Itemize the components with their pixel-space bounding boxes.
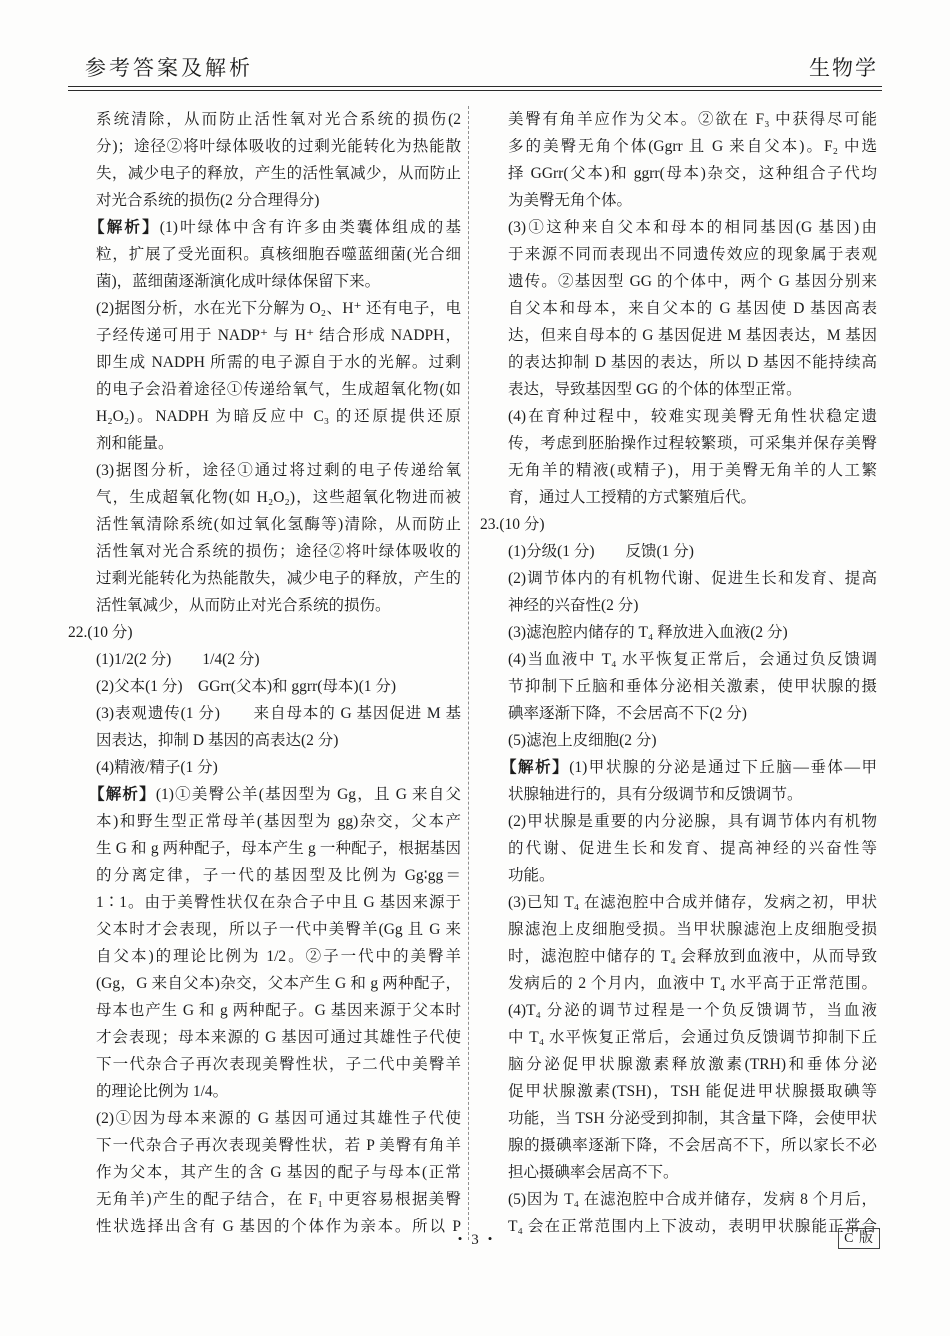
column-divider [468,106,469,1240]
text-line: 状腺轴进行的，具有分级调节和反馈调节。 [508,786,803,803]
text-line: 中 T₄ 水平恢复正常后，会通过负反馈调节抑制下丘 [508,1029,877,1046]
text-line: 腺的摄碘率逐渐下降，不会居高不下，所以家长不必 [508,1137,877,1154]
text-line: 无角羊)产生的配子结合，在 F₁ 中更容易根据美臀 [96,1191,461,1208]
edition-badge: C 版 [838,1228,880,1249]
text-line: 剂和能量。 [96,435,174,452]
text-line: 本)和野生型正常母羊(基因型为 gg)杂交，父本产 [96,813,461,830]
text-line: 子经传递可用于 NADP⁺ 与 H⁺ 结合形成 NADPH， [96,327,461,344]
text-line: 的电子会沿着途径①传递给氧气，生成超氧化物(如 [96,381,461,398]
text-line: 1∶1。由于美臀性状仅在杂合子中且 G 基因来源于 [96,894,461,911]
text-line: 【解析】(1)甲状腺的分泌是通过下丘脑—垂体—甲 [501,759,877,776]
text-line: 遗传。②基因型 GG 的个体中，两个 G 基因分别来 [508,273,877,290]
text-line: 达，但来自母本的 G 基因促进 M 基因表达，M 基因 [508,327,877,344]
text-line: (4)精液/精子(1 分) [96,759,218,776]
text-line: (3)已知 T₄ 在滤泡腔中合成并储存，发病之初，甲状 [508,894,877,911]
text-line: 的表达抑制 D 基因的表达，所以 D 基因不能持续高 [508,354,877,371]
text-line: 下一代杂合子再次表现美臀性状，子二代中美臀羊 [96,1056,461,1073]
text-line: 功能，当 TSH 分泌受到抑制，其含量下降，会使甲状 [508,1110,877,1127]
text-line: 粒，扩展了受光面积。真核细胞吞噬蓝细菌(光合细 [96,246,461,263]
text-line: (4)T₄ 分泌的调节过程是一个负反馈调节，当血液 [508,1002,877,1019]
text-line: 活性氧对光合系统的损伤；途径②将叶绿体吸收的 [96,543,461,560]
text-line: 脑分泌促甲状腺激素释放激素(TRH)和垂体分泌 [508,1056,877,1073]
text-line: (4)当血液中 T₄ 水平恢复正常后，会通过负反馈调 [508,651,877,668]
question-number-line: 22.(10 分) [68,624,133,641]
text-line: 母本也产生 G 和 g 两种配子。G 基因来源于父本时 [96,1002,461,1019]
text-line: 即生成 NADPH 所需的电子源自于水的光解。过剩 [96,354,461,371]
text-line: (1)分级(1 分) 反馈(1 分) [508,543,694,560]
text-line: 传，考虑到胚胎操作过程较繁琐，可采集并保存美臀 [508,435,877,452]
text-line: (3)滤泡腔内储存的 T₄ 释放进入血液(2 分) [508,624,788,641]
text-line: (3)表观遗传(1 分) 来自母本的 G 基因促进 M 基 [96,705,461,722]
text-line: 的分离定律，子一代的基因型及比例为 Gg∶gg＝ [96,867,461,884]
text-line: 对光合系统的损伤(2 分合理得分) [96,192,320,209]
text-line: 【解析】(1)①美臀公羊(基因型为 Gg，且 G 来自父 [89,786,461,803]
text-line: 时，滤泡腔中储存的 T₄ 会释放到血液中，从而导致 [508,948,877,965]
text-line: 功能。 [508,867,555,884]
text-line: 节抑制下丘脑和垂体分泌相关激素，使甲状腺的摄 [508,678,877,695]
text-line: 失，减少电子的释放，产生的活性氧减少，从而防止 [96,165,461,182]
text-line: (Gg，G 来自父本)杂交，父本产生 G 和 g 两种配子， [96,975,461,992]
solution-marker: 【解析】 [89,219,160,236]
text-line: 活性氧清除系统(如过氧化氢酶等)清除，从而防止 [96,516,461,533]
solution-marker: 【解析】 [501,759,570,776]
text-line: 促甲状腺激素(TSH)，TSH 能促进甲状腺摄取碘等 [508,1083,877,1100]
text-line: (4)在育种过程中，较难实现美臀无角性状稳定遗 [508,408,877,425]
text-line: 系统清除，从而防止活性氧对光合系统的损伤(2 [96,111,461,128]
text-line: 为美臀无角个体。 [508,192,633,209]
page-number-dot-left: • [457,1231,463,1246]
text-line: 性状选择出含有 G 基因的个体作为亲本。所以 P [96,1218,461,1235]
text-line: 的理论比例为 1/4。 [96,1083,229,1100]
text-line: (5)因为 T₄ 在滤泡腔中合成并储存，发病 8 个月后， [508,1191,877,1208]
page-number [0,1231,950,1249]
text-line: (2)调节体内的有机物代谢、促进生长和发育、提高 [508,570,877,587]
text-line: 神经的兴奋性(2 分) [508,597,639,614]
left-column [68,106,461,1240]
subject-title: 生物学 [809,56,878,80]
text-line: (2)①因为母本来源的 G 基因可通过其雄性子代使 [96,1110,461,1127]
text-line: 父本时才会表现，所以子一代中美臀羊(Gg 且 G 来 [96,921,461,938]
text-line: 【解析】(1)叶绿体中含有许多由类囊体组成的基 [89,219,461,236]
header-double-rule [68,86,882,91]
text-line: 无角羊的精液(或精子)，用于美臀无角羊的人工繁 [508,462,877,479]
text-line: 于来源不同而表现出不同遗传效应的现象属于表观 [508,246,877,263]
page-number-value: 3 [471,1232,479,1248]
text-line: 作为父本，其产生的含 G 基因的配子与母本(正常 [96,1164,461,1181]
text-line: (1)1/2(2 分) 1/4(2 分) [96,651,260,668]
text-line: (2)据图分析，水在光下分解为 O₂、H⁺ 还有电子，电 [96,300,461,317]
two-column-body [68,106,882,1240]
text-line: 分)；途径②将叶绿体吸收的过剩光能转化为热能散 [96,138,461,155]
text-line: 自父本)的理论比例为 1/2。②子一代中的美臀羊 [96,948,461,965]
text-line: 才会表现；母本来源的 G 基因可通过其雄性子代使 [96,1029,461,1046]
text-line: 下一代杂合子再次表现美臀性状，若 P 美臀有角羊 [96,1137,461,1154]
text-line: 美臀有角羊应作为父本。②欲在 F₃ 中获得尽可能 [508,111,877,128]
solution-marker: 【解析】 [89,786,156,803]
text-line: 碘率逐渐下降，不会居高不下(2 分) [508,705,747,722]
text-line: 菌)，蓝细菌逐渐演化成叶绿体保留下来。 [96,273,381,290]
page-title: 参考答案及解析 [85,56,253,80]
text-line: H₂O₂)。NADPH 为暗反应中 C₃ 的还原提供还原 [96,408,461,425]
text-line: 腺滤泡上皮细胞受损。当甲状腺滤泡上皮细胞受损 [508,921,877,938]
right-column [480,106,877,1240]
text-line: 活性氧减少，从而防止对光合系统的损伤。 [96,597,391,614]
text-line: 生 G 和 g 两种配子，母本产生 g 一种配子，根据基因 [96,840,461,857]
text-line: 因表达，抑制 D 基因的高表达(2 分) [96,732,339,749]
text-line: 发病后的 2 个月内，血液中 T₄ 水平高于正常范围。 [508,975,877,992]
text-line: (5)滤泡上皮细胞(2 分) [508,732,657,749]
text-line: (2)甲状腺是重要的内分泌腺，具有调节体内有机物 [508,813,877,830]
text-line: (2)父本(1 分) GGrr(父本)和 ggrr(母本)(1 分) [96,678,397,695]
text-line: T₄ 会在正常范围内上下波动，表明甲状腺能正常合 [508,1218,877,1235]
page-number-dot-right: • [487,1231,493,1246]
text-line: 自父本和母本，来自父本的 G 基因使 D 基因高表 [508,300,877,317]
text-line: (3)据图分析，途径①通过将过剩的电子传递给氧 [96,462,461,479]
text-line: 多的美臀无角个体(Ggrr 且 G 来自父本)。F₂ 中选 [508,138,877,155]
text-line: (3)①这种来自父本和母本的相同基因(G 基因)由 [508,219,877,236]
text-line: 育，通过人工授精的方式繁殖后代。 [508,489,757,506]
text-line: 担心摄碘率会居高不下。 [508,1164,679,1181]
text-line: 气，生成超氧化物(如 H₂O₂)，这些超氧化物进而被 [96,489,461,506]
question-number-line: 23.(10 分) [480,516,545,533]
text-line: 的代谢、促进生长和发育、提高神经的兴奋性等 [508,840,877,857]
text-line: 择 GGrr(父本)和 ggrr(母本)杂交，这种组合子代均 [508,165,877,182]
text-line: 过剩光能转化为热能散失，减少电子的释放，产生的 [96,570,461,587]
text-line: 表达，导致基因型 GG 的个体的体型正常。 [508,381,802,398]
